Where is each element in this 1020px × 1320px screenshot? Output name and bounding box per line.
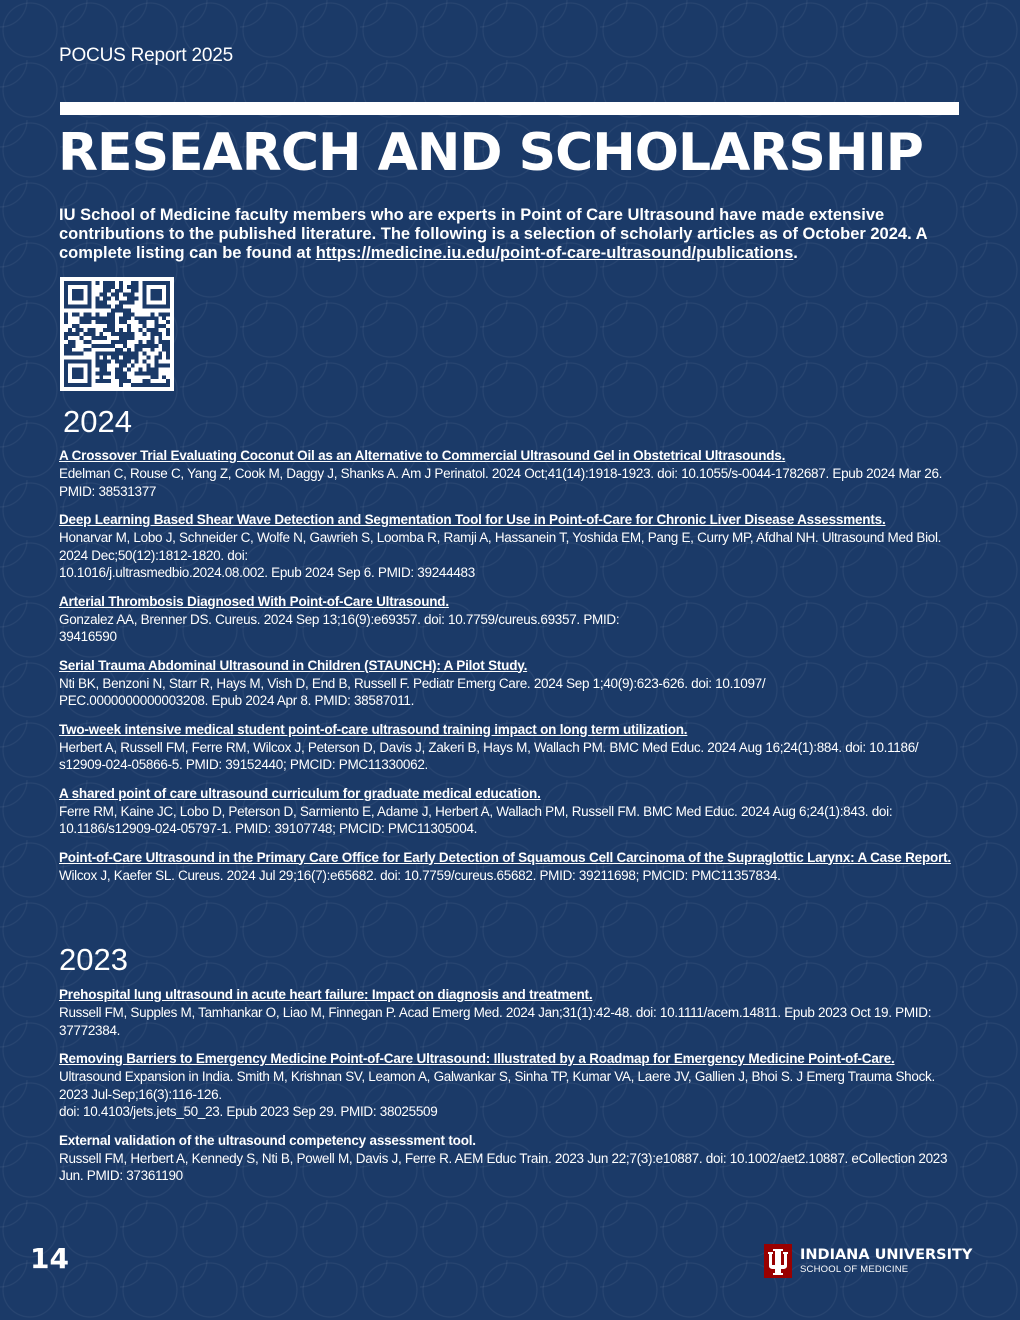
reference-item	[59, 447, 961, 500]
reference-citation: Russell FM, Supples M, Tamhankar O, Liao M, Finnegan P. Acad Emerg Med. 2024 Jan;31(1):42-48. doi: 10.1111/acem.14811. Epub 2023 Oct 19. PMID: 37772384.	[59, 1005, 932, 1038]
reference-citation-continued: 39416590	[59, 629, 117, 644]
report-title: POCUS Report 2025	[59, 45, 234, 66]
iu-logo	[764, 1244, 972, 1278]
references-2023	[59, 986, 961, 1196]
page-headline: RESEARCH AND SCHOLARSHIP	[58, 123, 923, 183]
page-number: 14	[30, 1242, 69, 1275]
publications-link[interactable]: https://medicine.iu.edu/point-of-care-ultrasound/publications	[315, 244, 794, 262]
reference-citation: Nti BK, Benzoni N, Starr R, Hays M, Vish D, End B, Russell F. Pediatr Emerg Care. 2024 Sep 1;40(9):623-626. doi: 10.1097/	[59, 675, 766, 691]
reference-title-link[interactable]: A shared point of care ultrasound curriculum for graduate medical education.	[59, 785, 541, 801]
reference-title-suffix: .	[881, 512, 886, 527]
reference-citation: Russell FM, Herbert A, Kennedy S, Nti B, Powell M, Davis J, Ferre R. AEM Educ Train. 2023 Jun 22;7(3):e10887. doi: 10.1002/aet2.10887. eCollection 2023 Jun. PMID: 37361190	[59, 1150, 948, 1183]
reference-item	[59, 849, 961, 885]
iu-trident-icon	[764, 1244, 792, 1278]
reference-citation: Honarvar M, Lobo J, Schneider C, Wolfe N, Gawrieh S, Loomba R, Ramji A, Hassanein T, Yoshida EM, Pang E, Curry MP, Afdhal NH. Ultrasound Med Biol. 2024 Dec;50(12):1812-1820. doi:	[59, 530, 942, 563]
reference-item	[59, 785, 961, 838]
reference-item	[59, 986, 961, 1039]
reference-item	[59, 593, 961, 646]
intro-text: IU School of Medicine faculty members who are experts in Point of Care Ultrasound have made extensive contributions to the published literature. The following is a selection of scholarly articles as of October 2024. A complete listing can be found at	[59, 206, 927, 262]
intro-end: .	[793, 244, 798, 262]
reference-item	[59, 1050, 961, 1121]
reference-item	[59, 657, 961, 710]
reference-title-link[interactable]: Prehospital lung ultrasound in acute heart failure: Impact on diagnosis and treatment.	[59, 987, 593, 1002]
reference-title-link[interactable]: Point-of-Care Ultrasound in the Primary Care Office for Early Detection of Squamous Cell Carcinoma of the Supraglottic Larynx: A Case Report.	[59, 849, 951, 865]
year-heading-2023: 2023	[59, 942, 128, 977]
school-name: SCHOOL OF MEDICINE	[800, 1263, 909, 1275]
reference-citation: Ultrasound Expansion in India. Smith M, Krishnan SV, Leamon A, Galwankar S, Sinha TP, Kumar VA, Laere JV, Gallien J, Bhoi S. J Emerg Trauma Shock. 2023 Jul-Sep;16(3):116-126.	[59, 1069, 935, 1102]
reference-title-link[interactable]: Two-week intensive medical student point-of-care ultrasound training impact on long term utilization.	[59, 721, 688, 737]
reference-citation: Gonzalez AA, Brenner DS. Cureus. 2024 Sep 13;16(9):e69357. doi: 10.7759/cureus.69357. PMID:	[59, 611, 620, 627]
references-2024	[59, 447, 961, 895]
reference-citation: Herbert A, Russell FM, Ferre RM, Wilcox J, Peterson D, Davis J, Zakeri B, Hays M, Wallach PM. BMC Med Educ. 2024 Aug 16;24(1):884. doi: 10.1186/ s12909-024-05866-5. PMID: 39152440; PMCID: PMC11330062.	[59, 739, 919, 772]
title-rule	[60, 102, 959, 115]
reference-citation: Ferre RM, Kaine JC, Lobo D, Peterson D, Sarmiento E, Adame J, Herbert A, Wallach PM, Russell FM. BMC Med Educ. 2024 Aug 6;24(1):843. doi: 10.1186/s12909-024-05797-1. PMID: 39107748; PMCID: PMC11305004.	[59, 803, 893, 836]
university-name: INDIANA UNIVERSITY	[800, 1246, 973, 1263]
reference-title-link[interactable]: Arterial Thrombosis Diagnosed With Point-of-Care Ultrasound.	[59, 593, 449, 609]
reference-citation-continued: doi: 10.4103/jets.jets_50_23. Epub 2023 Sep 29. PMID: 38025509	[59, 1104, 438, 1119]
qr-code-icon	[59, 277, 175, 391]
reference-item	[59, 1132, 961, 1185]
reference-citation-continued: PEC.0000000000003208. Epub 2024 Apr 8. PMID: 38587011.	[59, 693, 415, 708]
reference-title: External validation of the ultrasound competency assessment tool.	[59, 1132, 476, 1148]
reference-title-link[interactable]: A Crossover Trial Evaluating Coconut Oil as an Alternative to Commercial Ultrasound Gel in Obstetrical Ultrasounds	[59, 448, 782, 463]
reference-item	[59, 721, 961, 774]
intro-paragraph	[59, 206, 959, 263]
reference-citation: Wilcox J, Kaefer SL. Cureus. 2024 Jul 29;16(7):e65682. doi: 10.7759/cureus.65682. PMID: 39211698; PMCID: PMC11357834.	[59, 867, 781, 883]
reference-title-link[interactable]: Removing Barriers to Emergency Medicine Point-of-Care Ultrasound: Illustrated by a Roadmap for Emergency Medicine Point-of-Care.	[59, 1051, 895, 1066]
reference-title-link[interactable]: Deep Learning Based Shear Wave Detection and Segmentation Tool for Use in Point-of-Care for Chronic Liver Disease Assessments	[59, 512, 882, 527]
reference-citation: Edelman C, Rouse C, Yang Z, Cook M, Daggy J, Shanks A. Am J Perinatol. 2024 Oct;41(14):1918-1923. doi: 10.1055/s-0044-1782687. Epub 2024 Mar 26. PMID: 38531377	[59, 466, 943, 499]
reference-title-suffix: .	[781, 448, 786, 463]
reference-item	[59, 511, 961, 582]
reference-title-link[interactable]: Serial Trauma Abdominal Ultrasound in Children (STAUNCH): A Pilot Study.	[59, 657, 528, 673]
year-heading-2024: 2024	[63, 404, 132, 439]
reference-citation-continued: 10.1016/j.ultrasmedbio.2024.08.002. Epub 2024 Sep 6. PMID: 39244483	[59, 565, 475, 580]
